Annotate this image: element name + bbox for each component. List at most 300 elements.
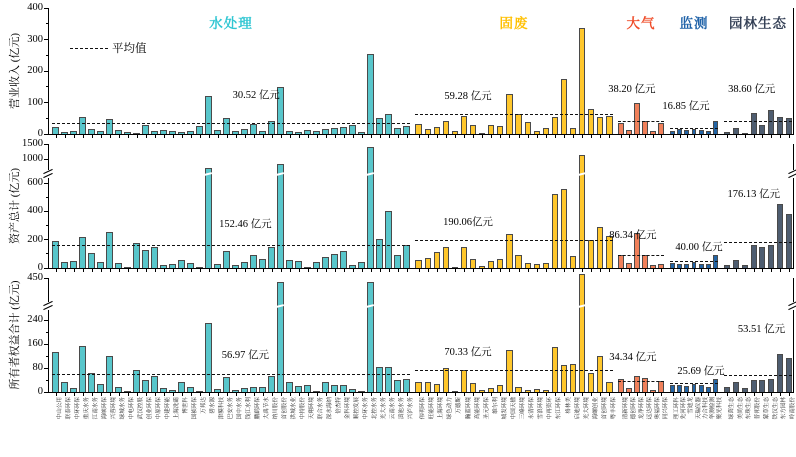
x-axis-company-label: 中持股份	[300, 397, 306, 420]
bar	[618, 255, 623, 268]
y-axis-tick-label: 200	[27, 233, 43, 245]
x-axis-tick	[101, 135, 102, 139]
x-axis-tick	[344, 269, 345, 273]
x-axis-tick	[218, 393, 219, 397]
x-axis-company-label: 旺能环境	[429, 397, 436, 420]
x-axis-company-label: 永清环保	[529, 397, 536, 420]
bar-break-gap	[578, 172, 587, 176]
x-axis-tick	[407, 269, 408, 273]
x-axis-tick	[629, 269, 630, 273]
x-axis-tick	[491, 269, 492, 273]
x-axis-tick	[645, 135, 646, 139]
x-axis-company-label: 蒙草生态	[763, 397, 770, 420]
x-axis-tick	[362, 393, 363, 397]
x-axis-tick	[173, 135, 174, 139]
x-axis-company-label: 钱江水利	[246, 397, 252, 420]
bar	[684, 264, 689, 268]
x-axis-tick	[389, 269, 390, 273]
average-line	[618, 121, 664, 122]
x-axis-tick	[110, 269, 111, 273]
bar	[223, 377, 229, 392]
bar	[115, 130, 121, 134]
bar	[115, 387, 121, 392]
x-axis-tick	[344, 135, 345, 139]
axis-break-mark	[44, 170, 53, 178]
average-value-annotation: 38.60 亿元	[728, 83, 776, 95]
x-axis-tick	[528, 135, 529, 139]
axis-break-mark	[44, 302, 53, 310]
assets-axis-label: 资产总计 (亿元)	[9, 167, 21, 245]
x-axis-tick	[146, 135, 147, 139]
bar	[470, 259, 476, 268]
group-title: 园林生态	[729, 16, 787, 31]
bar	[196, 126, 202, 134]
x-axis-tick	[446, 135, 447, 139]
bar	[367, 147, 373, 268]
x-axis-tick	[653, 269, 654, 273]
y-axis-tick-label: 0	[37, 386, 43, 397]
x-axis-tick	[509, 135, 510, 139]
x-axis-company-label: 北控水务	[372, 397, 378, 420]
x-axis-company-label: 海峡环保	[102, 397, 108, 420]
bar	[415, 260, 421, 268]
x-axis-tick	[398, 393, 399, 397]
x-axis-tick	[83, 393, 84, 397]
bar	[415, 382, 421, 392]
x-axis-tick	[680, 269, 681, 273]
bar	[461, 116, 467, 134]
y-axis-tick	[44, 39, 49, 40]
x-axis-tick	[446, 393, 447, 397]
x-axis-tick	[200, 269, 201, 273]
x-axis-tick	[155, 135, 156, 139]
bar	[733, 382, 739, 393]
bar	[488, 388, 494, 392]
bar	[618, 123, 623, 134]
x-axis-tick	[473, 135, 474, 139]
x-axis-tick	[482, 393, 483, 397]
y-axis-minor-tick	[46, 23, 49, 24]
x-axis-tick	[137, 269, 138, 273]
x-axis-company-label: 天瑞仪器	[695, 397, 702, 420]
x-axis-tick	[254, 269, 255, 273]
x-axis-tick	[380, 269, 381, 273]
x-axis-company-label: 国中水务	[237, 397, 243, 420]
average-line	[618, 381, 664, 382]
y-axis-tick	[44, 183, 49, 184]
x-axis-tick	[621, 135, 622, 139]
x-axis-tick	[537, 393, 538, 397]
bar	[79, 237, 85, 268]
y-axis-tick-label: 300	[27, 33, 43, 45]
x-axis-tick	[164, 269, 165, 273]
x-axis-tick	[335, 269, 336, 273]
bar	[561, 189, 567, 268]
x-axis-tick	[446, 269, 447, 273]
y-axis-minor-tick	[46, 225, 49, 226]
x-axis-company-label: 光大水务	[381, 397, 387, 420]
bar	[358, 262, 364, 268]
x-axis-tick	[326, 393, 327, 397]
average-line	[52, 123, 410, 124]
average-value-annotation: 59.28 亿元	[444, 91, 492, 103]
average-value-annotation: 38.20 亿元	[608, 83, 656, 95]
x-axis-tick	[290, 393, 291, 397]
x-axis-tick	[263, 393, 264, 397]
y-axis-tick-label: 0	[37, 128, 43, 139]
bar	[461, 370, 467, 393]
x-axis-tick	[754, 135, 755, 139]
y-axis-minor-tick	[46, 356, 49, 357]
x-axis-tick	[362, 135, 363, 139]
x-axis-tick	[621, 269, 622, 273]
x-axis-tick	[680, 393, 681, 397]
y-axis-minor-tick	[46, 380, 49, 381]
bar	[88, 253, 94, 268]
bar	[692, 384, 697, 392]
x-axis-tick	[326, 269, 327, 273]
bar	[768, 245, 774, 268]
x-axis-tick	[555, 393, 556, 397]
bar	[699, 264, 704, 268]
average-line	[415, 370, 613, 371]
bar	[497, 126, 503, 134]
bar	[515, 255, 521, 268]
bar	[606, 116, 612, 134]
x-axis-tick	[254, 135, 255, 139]
x-axis-company-label: 伟明环保	[420, 397, 427, 420]
x-axis-tick	[573, 269, 574, 273]
bar	[70, 388, 76, 393]
x-axis-tick	[428, 135, 429, 139]
y-axis-minor-tick	[46, 197, 49, 198]
bar	[570, 364, 576, 393]
bar	[699, 130, 704, 134]
x-axis-company-label: 清新环境	[622, 397, 629, 420]
x-axis-tick	[182, 393, 183, 397]
bar	[403, 245, 409, 268]
x-axis-tick	[65, 393, 66, 397]
y-axis-tick-label: 200	[27, 65, 43, 76]
x-axis-tick	[509, 393, 510, 397]
x-axis-tick	[727, 393, 728, 397]
bar	[488, 261, 494, 268]
y-axis-tick-label: 240	[27, 314, 43, 325]
x-axis-tick	[629, 393, 630, 397]
axis-break-mark	[789, 302, 796, 310]
bar	[425, 129, 431, 134]
x-axis-tick	[119, 269, 120, 273]
bar	[534, 264, 540, 268]
bar	[597, 227, 603, 268]
bar	[713, 379, 718, 393]
bar	[106, 232, 112, 268]
x-axis-tick	[736, 393, 737, 397]
y-axis-tick-label: 80	[32, 362, 43, 373]
x-axis-tick	[582, 135, 583, 139]
y-axis-tick	[44, 159, 49, 160]
bar	[52, 127, 58, 134]
x-axis-tick	[680, 135, 681, 139]
x-axis-tick	[56, 135, 57, 139]
x-axis-tick	[629, 135, 630, 139]
x-axis-tick	[519, 135, 520, 139]
bar	[699, 385, 704, 392]
x-axis-tick	[398, 135, 399, 139]
x-axis-tick	[621, 393, 622, 397]
y-axis-tick	[44, 71, 49, 72]
x-axis-tick	[546, 393, 547, 397]
x-axis-tick	[573, 135, 574, 139]
x-axis-company-label: 倍杰特	[336, 397, 342, 414]
x-axis-tick	[398, 269, 399, 273]
bar	[259, 387, 265, 392]
x-axis-tick	[564, 393, 565, 397]
x-axis-tick	[182, 269, 183, 273]
x-axis-tick	[762, 135, 763, 139]
x-axis-tick	[308, 135, 309, 139]
y-axis-tick-label: 1500	[22, 138, 43, 149]
bar	[142, 125, 148, 134]
x-axis-tick	[500, 269, 501, 273]
bar	[425, 382, 431, 392]
x-axis-tick	[317, 269, 318, 273]
x-axis-tick	[281, 393, 282, 397]
bar	[169, 264, 175, 268]
x-axis-tick	[254, 393, 255, 397]
bar	[543, 263, 549, 268]
x-axis-company-label: 华测检测	[709, 397, 716, 420]
average-value-annotation: 152.46 亿元	[219, 219, 272, 231]
bar	[768, 110, 774, 134]
bar	[268, 247, 274, 268]
bar	[205, 96, 211, 134]
x-axis-tick	[263, 269, 264, 273]
bar	[376, 367, 382, 393]
x-axis-tick	[609, 269, 610, 273]
x-axis-tick	[191, 269, 192, 273]
x-axis-company-label: 中山公用	[57, 397, 63, 420]
x-axis-company-label: 远达环保	[646, 397, 653, 420]
x-axis-tick	[128, 393, 129, 397]
x-axis-tick	[173, 269, 174, 273]
x-axis-tick	[780, 393, 781, 397]
x-axis-tick	[281, 269, 282, 273]
y-axis-tick	[44, 268, 49, 269]
x-axis-tick	[537, 269, 538, 273]
bar	[751, 245, 757, 268]
x-axis-tick	[482, 135, 483, 139]
bar	[658, 381, 663, 392]
bar	[106, 119, 112, 134]
x-axis-tick	[694, 393, 695, 397]
x-axis-tick	[789, 269, 790, 273]
bar	[443, 121, 449, 134]
axis-break-mark	[789, 170, 796, 178]
x-axis-company-label: 中电环保	[129, 397, 135, 420]
x-axis-tick	[92, 393, 93, 397]
x-axis-tick	[353, 269, 354, 273]
x-axis-company-label: 聚光科技	[716, 397, 723, 420]
x-axis-tick	[389, 393, 390, 397]
x-axis-company-label: 津膜科技	[219, 397, 225, 420]
bar	[223, 118, 229, 134]
x-axis-tick	[455, 135, 456, 139]
bar-break-gap	[366, 172, 374, 176]
y-axis-tick-label: 400	[27, 2, 43, 13]
x-axis-tick	[182, 135, 183, 139]
y-axis-minor-tick	[46, 86, 49, 87]
x-axis-tick	[353, 135, 354, 139]
bar	[331, 254, 337, 268]
bar	[205, 168, 211, 268]
x-axis-company-label: 力合科技	[702, 397, 709, 420]
bar	[394, 255, 400, 268]
x-axis-company-label: 同兴环保	[662, 397, 669, 420]
bar	[552, 117, 558, 134]
x-axis-company-label: 维尔利	[492, 397, 499, 414]
bar	[579, 155, 585, 268]
bar	[552, 194, 558, 268]
x-axis-company-label: 中原环保	[156, 397, 162, 420]
average-value-annotation: 176.13 亿元	[727, 189, 781, 201]
bar	[331, 385, 337, 393]
average-line	[724, 375, 792, 376]
bar	[250, 387, 256, 392]
y-axis-tick	[44, 211, 49, 212]
x-axis-tick	[362, 269, 363, 273]
x-axis-company-label: 大禹节水	[264, 397, 270, 420]
x-axis-tick	[555, 135, 556, 139]
bar	[151, 376, 157, 392]
x-axis-tick	[236, 135, 237, 139]
x-axis-tick	[236, 393, 237, 397]
x-axis-company-label: 首创股份	[282, 397, 288, 420]
bar	[250, 255, 256, 268]
bar	[385, 211, 391, 268]
x-axis-tick	[65, 269, 66, 273]
x-axis-tick	[564, 135, 565, 139]
x-axis-company-label: 光大环境	[583, 397, 590, 420]
x-axis-tick	[701, 393, 702, 397]
equity-axis-label: 所有者权益合计 (亿元)	[9, 280, 21, 390]
x-axis-tick	[110, 135, 111, 139]
x-axis-tick	[546, 135, 547, 139]
x-axis-tick	[653, 393, 654, 397]
x-axis-tick	[290, 269, 291, 273]
x-axis-tick	[591, 269, 592, 273]
bar	[367, 282, 373, 392]
x-axis-tick	[745, 393, 746, 397]
x-axis-tick	[736, 269, 737, 273]
x-axis-tick	[371, 269, 372, 273]
bar	[597, 356, 603, 392]
x-axis-tick	[464, 135, 465, 139]
x-axis-tick	[407, 135, 408, 139]
bar	[570, 128, 576, 134]
bar	[515, 114, 521, 134]
y-axis-tick	[44, 392, 49, 393]
y-axis-tick	[44, 344, 49, 345]
x-axis-tick	[371, 393, 372, 397]
x-axis-tick	[694, 269, 695, 273]
bar	[670, 131, 675, 134]
bar	[634, 103, 639, 134]
average-line	[52, 245, 410, 246]
bar	[677, 264, 682, 268]
bar	[376, 118, 382, 134]
average-value-annotation: 30.52 亿元	[232, 90, 280, 102]
x-axis-company-label: 中国天楹	[510, 397, 517, 420]
x-axis-tick	[687, 269, 688, 273]
bar	[178, 382, 184, 393]
average-line	[670, 261, 718, 262]
x-axis-company-label: 粤丰环保	[610, 397, 617, 420]
x-axis-tick	[299, 135, 300, 139]
x-axis-tick	[209, 269, 210, 273]
y-axis-tick	[44, 144, 49, 145]
average-line	[415, 240, 613, 241]
x-axis-tick	[128, 135, 129, 139]
x-axis-tick	[500, 135, 501, 139]
bar	[588, 373, 594, 393]
bar	[394, 128, 400, 134]
bar	[561, 79, 567, 134]
x-axis-tick	[428, 393, 429, 397]
bar	[241, 129, 247, 134]
bar	[286, 260, 292, 268]
bar	[322, 129, 328, 134]
average-value-annotation: 190.06亿元	[443, 217, 493, 229]
x-axis-tick	[600, 135, 601, 139]
bar	[658, 264, 663, 268]
legend-label: 平均值	[112, 43, 147, 55]
x-axis-tick	[789, 393, 790, 397]
bar	[52, 352, 58, 393]
x-axis-tick	[83, 269, 84, 273]
x-axis-tick	[762, 269, 763, 273]
x-axis-company-label: 中环水务	[363, 397, 369, 420]
x-axis-company-label: 启迪环境	[574, 397, 581, 420]
x-axis-tick	[546, 269, 547, 273]
x-axis-company-label: 东江环保	[556, 397, 563, 420]
x-axis-tick	[708, 135, 709, 139]
x-axis-tick	[101, 393, 102, 397]
bar	[768, 379, 774, 392]
x-axis-tick	[509, 269, 510, 273]
x-axis-tick	[335, 135, 336, 139]
x-axis-tick	[673, 269, 674, 273]
x-axis-tick	[491, 393, 492, 397]
bar	[178, 260, 184, 268]
x-axis-tick	[609, 135, 610, 139]
bar	[403, 126, 409, 134]
x-axis-tick	[407, 393, 408, 397]
x-axis-company-label: 德创环保	[630, 397, 637, 420]
x-axis-tick	[715, 393, 716, 397]
bar	[313, 262, 319, 268]
x-axis-company-label: 岭南股份	[790, 397, 796, 420]
bar	[250, 124, 256, 134]
x-axis-company-label: 雪浪环境	[538, 397, 545, 420]
x-axis-tick	[164, 393, 165, 397]
bar	[506, 350, 512, 392]
bar	[241, 262, 247, 268]
average-value-annotation: 56.97 亿元	[221, 349, 270, 361]
bar	[61, 262, 67, 268]
x-axis-tick	[200, 135, 201, 139]
bar	[385, 367, 391, 393]
